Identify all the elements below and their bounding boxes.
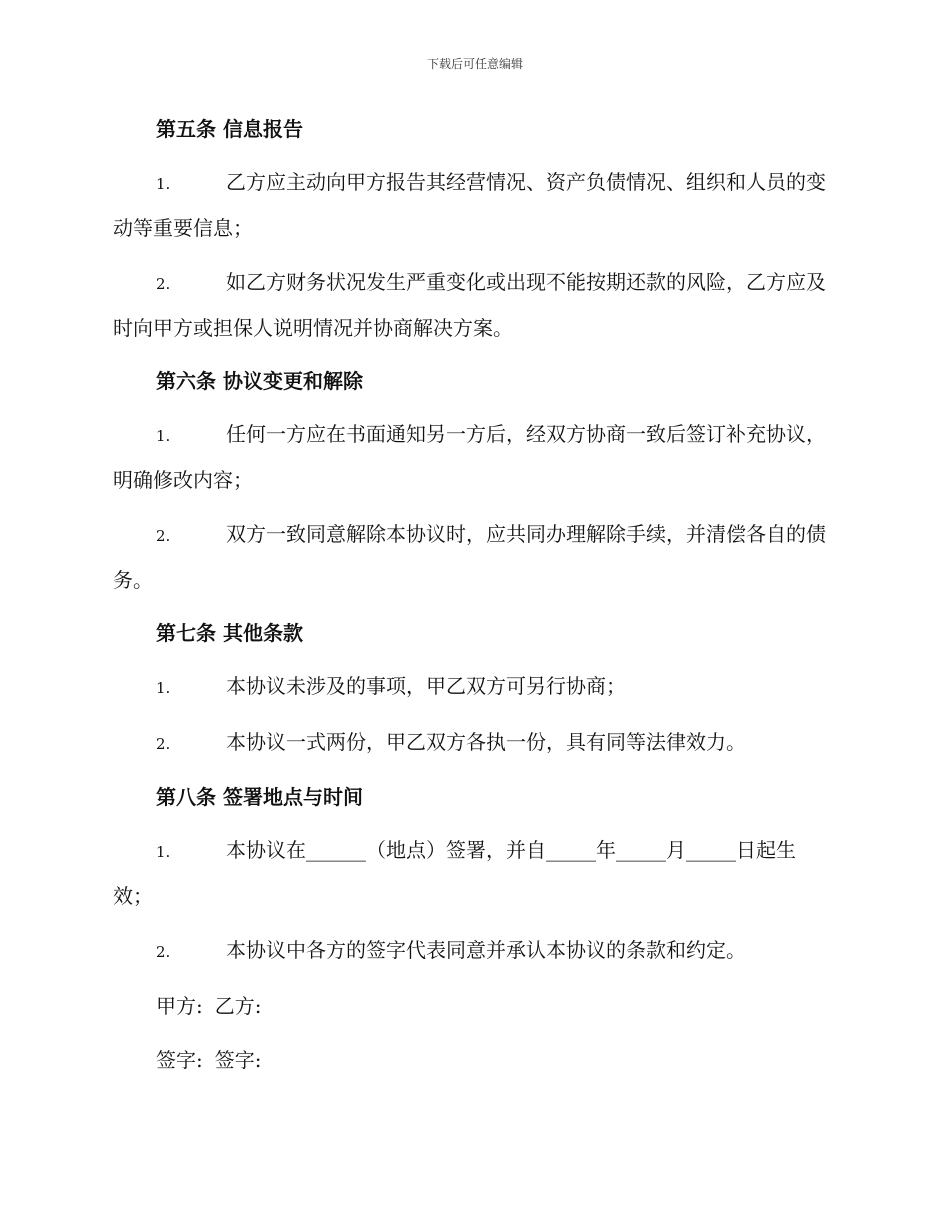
clause-text: 任何一方应在书面通知另一方后，经双方协商一致后签订补充协议，明确修改内容； — [113, 422, 826, 492]
section-heading-5: 第五条 信息报告 — [156, 117, 303, 141]
header-note: 下载后可任意编辑 — [426, 57, 523, 71]
clause-number: 2. — [156, 735, 171, 753]
clause-item — [113, 720, 833, 766]
clause-item — [113, 828, 833, 918]
section-heading-7: 第七条 其他条款 — [156, 621, 303, 645]
clause-text: 如乙方财务状况发生严重变化或出现不能按期还款的风险，乙方应及时向甲方或担保人说明情况并协商解决方案。 — [113, 270, 826, 340]
clause-number: 2. — [156, 275, 171, 293]
signature-sign-row — [156, 1038, 833, 1082]
signature-party-row — [156, 984, 833, 1028]
clause-number: 1. — [156, 679, 171, 697]
clause-item — [113, 160, 833, 250]
clause-text: 本协议未涉及的事项，甲乙双方可另行协商； — [226, 674, 626, 698]
clause-number: 1. — [156, 175, 171, 193]
clause-text: 双方一致同意解除本协议时，应共同办理解除手续，并清偿各自的债务。 — [113, 522, 826, 592]
clause-item — [113, 260, 833, 350]
clause-item — [113, 512, 833, 602]
clause-text: 本协议一式两份，甲乙双方各执一份，具有同等法律效力。 — [226, 730, 746, 754]
clause-number: 1. — [156, 427, 171, 445]
clause-number: 1. — [156, 843, 171, 861]
clause-text: 乙方应主动向甲方报告其经营情况、资产负债情况、组织和人员的变动等重要信息； — [113, 170, 826, 240]
clause-item — [113, 928, 833, 974]
clause-item — [113, 412, 833, 502]
clause-item — [113, 664, 833, 710]
party-b-label: 乙方: — [214, 994, 262, 1018]
clause-number: 2. — [156, 943, 171, 961]
sign-a-label: 签字: — [156, 1048, 203, 1072]
document-body — [113, 108, 833, 1082]
sign-b-label: 签字: — [214, 1048, 262, 1072]
section-heading-6: 第六条 协议变更和解除 — [156, 369, 363, 393]
clause-text: 本协议中各方的签字代表同意并承认本协议的条款和约定。 — [226, 938, 746, 962]
party-a-label: 甲方: — [156, 994, 203, 1018]
section-heading-8: 第八条 签署地点与时间 — [156, 785, 363, 809]
clause-text: 本协议在______（地点）签署，并自_____年_____月_____日起生效； — [113, 838, 796, 908]
clause-number: 2. — [156, 527, 171, 545]
